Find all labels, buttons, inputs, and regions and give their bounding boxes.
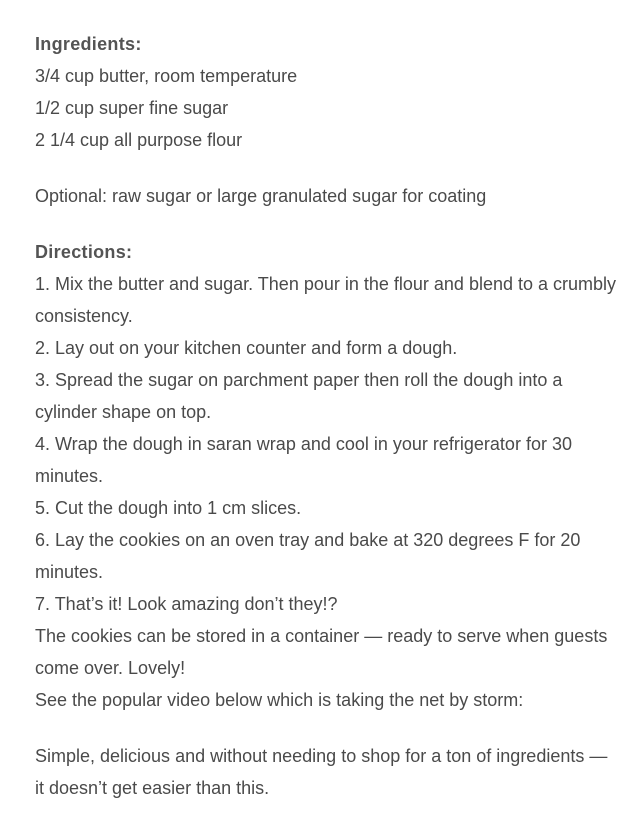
optional-note: Optional: raw sugar or large granulated sugar for coating — [35, 186, 487, 206]
direction-step: 3. Spread the sugar on parchment paper then roll the dough into a cylinder shape on top. — [35, 370, 563, 422]
ingredient-item: 3/4 cup butter, room temperature — [35, 66, 298, 86]
direction-step: 4. Wrap the dough in saran wrap and cool in your refrigerator for 30 minutes. — [35, 434, 572, 486]
closing-paragraph: Simple, delicious and without needing to shop for a ton of ingredients — it doesn’t get easier than this. — [35, 746, 608, 798]
spacer — [35, 156, 620, 180]
spacer — [35, 716, 620, 740]
storage-note: The cookies can be stored in a container — ready to serve when guests come over. Lovely! — [35, 626, 608, 678]
direction-step: 7. That’s it! Look amazing don’t they!? — [35, 594, 338, 614]
article-body — [35, 28, 620, 804]
directions-section — [35, 236, 620, 716]
ingredients-heading: Ingredients: — [35, 34, 142, 54]
ingredients-section — [35, 28, 620, 156]
directions-heading: Directions: — [35, 242, 133, 262]
video-note: See the popular video below which is taking the net by storm: — [35, 690, 524, 710]
direction-step: 2. Lay out on your kitchen counter and form a dough. — [35, 338, 458, 358]
direction-step: 1. Mix the butter and sugar. Then pour in the flour and blend to a crumbly consistency. — [35, 274, 617, 326]
ingredient-item: 1/2 cup super fine sugar — [35, 98, 229, 118]
ingredient-item: 2 1/4 cup all purpose flour — [35, 130, 243, 150]
direction-step: 5. Cut the dough into 1 cm slices. — [35, 498, 302, 518]
spacer — [35, 212, 620, 236]
direction-step: 6. Lay the cookies on an oven tray and bake at 320 degrees F for 20 minutes. — [35, 530, 581, 582]
